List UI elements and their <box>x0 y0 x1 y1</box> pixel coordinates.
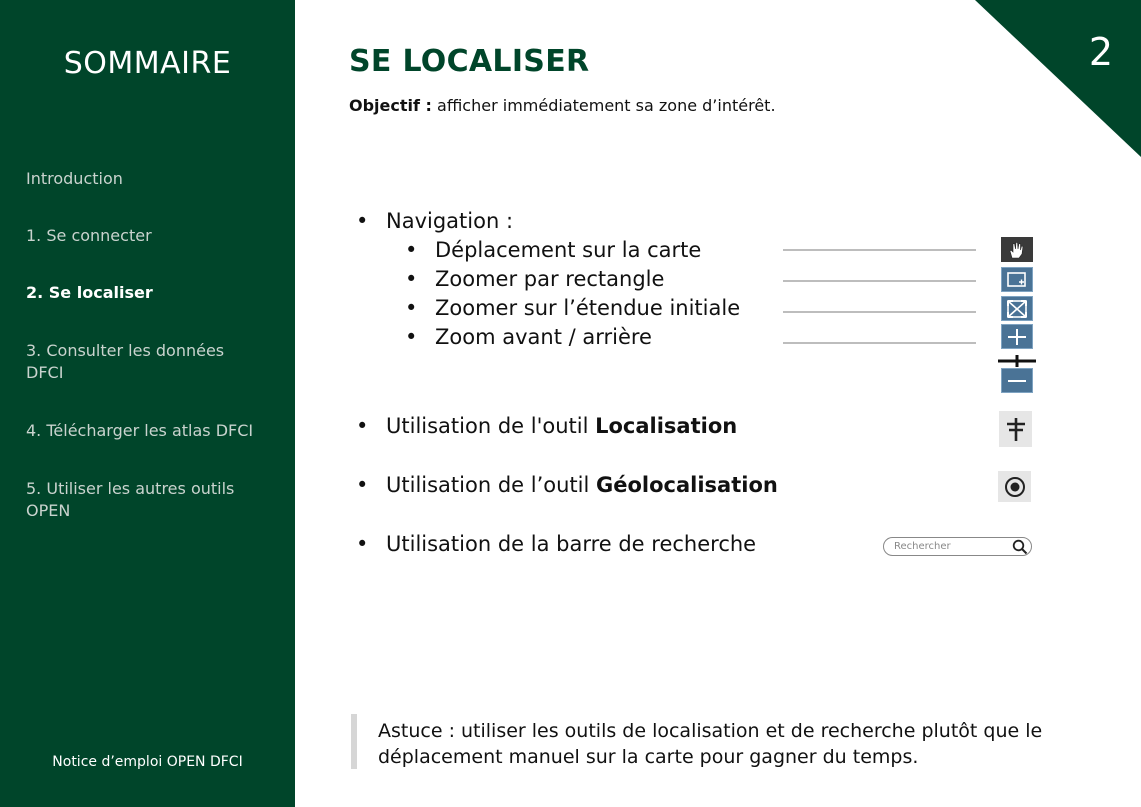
sub-item-label: Zoom avant / arrière <box>435 325 652 349</box>
leader-line <box>783 311 976 313</box>
bullet-dot: • <box>405 325 418 349</box>
objective <box>349 96 776 115</box>
navigation-label: Navigation : <box>386 209 514 233</box>
zoom-in-icon[interactable] <box>1001 324 1033 349</box>
sub-item-deplacement <box>405 238 702 262</box>
bullet-navigation <box>356 209 514 233</box>
bullet-geolocalisation <box>356 473 778 497</box>
sidebar-item-telecharger-atlas[interactable]: 4. Télécharger les atlas DFCI <box>26 421 254 440</box>
sidebar <box>0 0 295 807</box>
pan-hand-icon[interactable] <box>1001 237 1033 262</box>
sub-item-zoom-rectangle <box>405 267 665 291</box>
zoom-rectangle-icon[interactable] <box>1001 267 1033 292</box>
geolocalisation-tool-name: Géolocalisation <box>596 473 778 497</box>
objective-label: Objectif : <box>349 96 432 115</box>
geolocalisation-prefix: Utilisation de l’outil <box>386 473 596 497</box>
sidebar-item-consulter-donnees[interactable]: 3. Consulter les données DFCI <box>26 341 225 382</box>
localisation-tool-name: Localisation <box>595 414 738 438</box>
zoom-out-icon[interactable] <box>1001 368 1033 393</box>
tip-text: Astuce : utiliser les outils de localisation et de recherche plutôt que le déplacement manuel sur la carte pour gagner du temps. <box>378 720 1043 768</box>
tip-accent-bar <box>351 714 357 769</box>
full-extent-icon[interactable] <box>1001 296 1033 321</box>
bullet-dot: • <box>356 414 369 438</box>
sidebar-item-introduction[interactable]: Introduction <box>26 169 123 188</box>
localisation-prefix: Utilisation de l'outil <box>386 414 596 438</box>
zoom-slider-handle-icon[interactable] <box>998 352 1036 364</box>
bullet-dot: • <box>356 532 369 556</box>
sub-item-etendue-initiale <box>405 296 741 320</box>
sidebar-item-autres-outils[interactable]: 5. Utiliser les autres outils OPEN <box>26 479 235 520</box>
bullet-dot: • <box>356 209 369 233</box>
objective-text: afficher immédiatement sa zone d’intérêt. <box>437 96 776 115</box>
leader-line <box>783 249 976 251</box>
bullet-localisation <box>356 414 738 438</box>
bullet-dot: • <box>356 473 369 497</box>
search-input[interactable] <box>883 537 1032 556</box>
sidebar-footer: Notice d’emploi OPEN DFCI <box>52 754 243 770</box>
bullet-dot: • <box>405 296 418 320</box>
search-placeholder: Rechercher <box>894 541 951 552</box>
target-icon[interactable] <box>998 471 1031 502</box>
page-title: SE LOCALISER <box>349 44 590 79</box>
sub-item-label: Zoomer par rectangle <box>435 267 665 291</box>
signpost-icon[interactable] <box>999 411 1032 447</box>
sidebar-item-se-localiser[interactable]: 2. Se localiser <box>26 283 153 302</box>
leader-line <box>783 342 976 344</box>
sub-item-label: Zoomer sur l’étendue initiale <box>435 296 741 320</box>
sub-item-zoom-avant-arriere <box>405 325 652 349</box>
sub-item-label: Déplacement sur la carte <box>435 238 702 262</box>
sidebar-title: SOMMAIRE <box>63 46 232 81</box>
page-number: 2 <box>1088 30 1113 74</box>
bullet-dot: • <box>405 267 418 291</box>
sidebar-item-se-connecter[interactable]: 1. Se connecter <box>26 226 152 245</box>
leader-line <box>783 280 976 282</box>
bullet-search <box>356 532 757 556</box>
search-bullet-text: Utilisation de la barre de recherche <box>386 532 757 556</box>
search-icon[interactable] <box>1012 539 1028 561</box>
corner-triangle <box>975 0 1141 157</box>
bullet-dot: • <box>405 238 418 262</box>
